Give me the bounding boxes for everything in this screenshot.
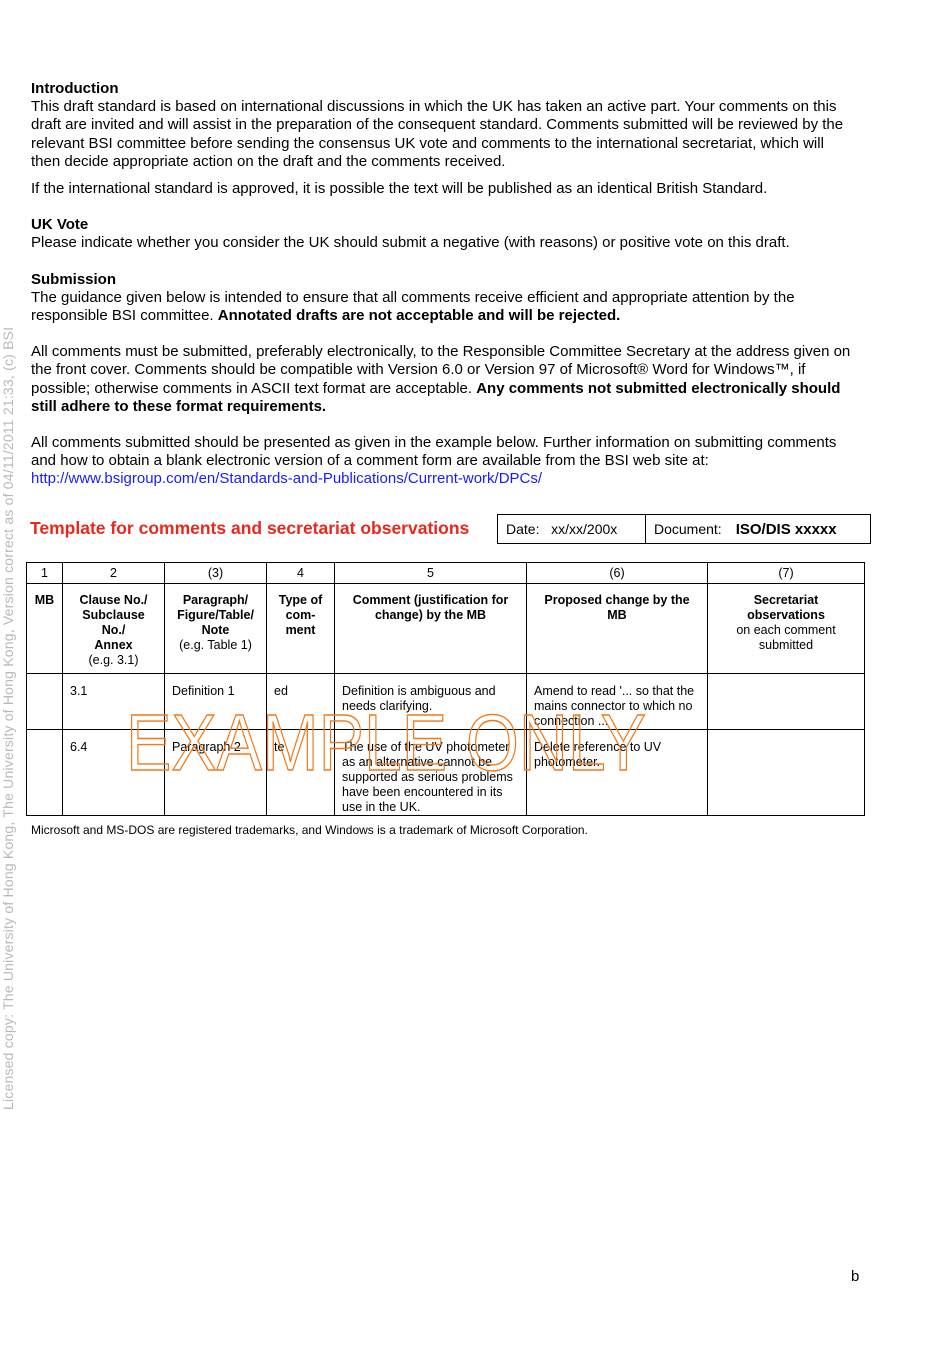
header-comment-text: Comment (justification for change) by the MB [352, 593, 509, 622]
header-paragraph [165, 584, 267, 674]
row2-mb [27, 730, 63, 816]
header-row [27, 584, 865, 674]
submission-paragraph-2-text: All comments must be submitted, preferably electronically, to the Responsible Committee Secretary at the address given on the front cover. Comments should be compatible with Version 6.0 or Version 97 of Microsoft® Word for Windows™, if possible; otherwise comments in ASCII text format are acceptable. [31, 343, 851, 397]
row1-paragraph: Definition 1 [165, 674, 267, 730]
comments-table [26, 562, 865, 816]
format-requirement-note: Any comments not submitted electronically should still adhere to these format requirements. [31, 379, 841, 415]
header-comment [335, 584, 527, 674]
document-value: ISO/DIS xxxxx [735, 520, 837, 538]
row1-proposed: Amend to read '... so that the mains connector to which no connection ... [527, 674, 708, 730]
watermark-text: Licensed copy: The University of Hong Kong, The University of Hong Kong, Version correct as of 04/11/2011 21:33, (c) BSI [0, 326, 16, 1110]
header-proposed [527, 584, 708, 674]
header-type-line3: ment [285, 623, 316, 637]
row2-proposed: Delete reference to UV photometer. [527, 730, 708, 816]
row1-observations [708, 674, 865, 730]
date-label: Date: [506, 521, 540, 537]
header-type-line1: Type of [278, 593, 323, 607]
submission-paragraph-1-text: The guidance given below is intended to ensure that all comments receive efficient and appropriate attention by the responsible BSI committee. [31, 288, 795, 325]
page-number: b [851, 1268, 860, 1285]
column-number-row [27, 563, 865, 584]
header-secretariat-note1: on each comment [736, 623, 836, 637]
date-value: xx/xx/200x [551, 521, 618, 537]
header-type [267, 584, 335, 674]
trademark-footnote: Microsoft and MS-DOS are registered trademarks, and Windows is a trademark of Microsoft Corporation. [31, 823, 588, 837]
col-number-7: (7) [708, 563, 865, 584]
row2-type: te [267, 730, 335, 816]
introduction-paragraph-2: If the international standard is approved, it is possible the text will be published as an identical British Standard. [31, 180, 768, 198]
document-cell [646, 515, 870, 543]
col-number-2: 2 [63, 563, 165, 584]
rejection-warning: Annotated drafts are not acceptable and will be rejected. [217, 307, 621, 325]
introduction-heading: Introduction [31, 80, 119, 97]
submission-heading: Submission [31, 270, 117, 288]
header-secretariat-line2: observations [747, 608, 825, 622]
col-number-1: 1 [27, 563, 63, 584]
col-number-3: (3) [165, 563, 267, 584]
table-row [27, 674, 865, 730]
submission-paragraph-2 [31, 343, 851, 416]
header-secretariat-line1: Secretariat [753, 593, 819, 607]
header-clause-line4: Annex [94, 638, 133, 652]
document-label: Document: [654, 521, 722, 537]
header-secretariat [708, 584, 865, 674]
row2-observations [708, 730, 865, 816]
col-number-5: 5 [335, 563, 527, 584]
header-paragraph-note: (e.g. Table 1) [179, 638, 252, 652]
row1-comment: Definition is ambiguous and needs clarifying. [335, 674, 527, 730]
header-clause-note: (e.g. 3.1) [88, 653, 139, 667]
header-paragraph-line2: Figure/Table/ [177, 608, 254, 622]
header-mb: MB [27, 584, 63, 674]
table-row [27, 730, 865, 816]
row1-clause: 3.1 [63, 674, 165, 730]
col-number-4: 4 [267, 563, 335, 584]
row1-type: ed [267, 674, 335, 730]
template-title: Template for comments and secretariat observations [30, 518, 470, 538]
row1-mb [27, 674, 63, 730]
licensed-copy-watermark [0, 326, 20, 1130]
introduction-paragraph-1: This draft standard is based on international discussions in which the UK has taken an active part. Your comments on this draft are invited and will assist in the preparation of the consequent standard. Comments submitted will be reviewed by the relevant BSI committee before sending the consensus UK vote and comments to the international secretariat, which will then decide appropriate action on the draft and the comments received. [31, 98, 844, 170]
submission-paragraph-1 [31, 289, 851, 325]
header-clause [63, 584, 165, 674]
main-content [31, 80, 851, 489]
uk-vote-paragraph: Please indicate whether you consider the UK should submit a negative (with reasons) or positive vote on this draft. [31, 234, 790, 252]
header-clause-line1: Clause No./ [79, 593, 148, 607]
date-cell [498, 515, 646, 543]
example-only-stamp-text: EXAMPLE ONLY [126, 698, 646, 778]
header-type-line2: com- [285, 608, 316, 622]
submission-paragraph-3: All comments submitted should be presented as given in the example below. Further information on submitting comments and how to obtain a blank electronic version of a comment form are available from the BSI web site at: [31, 434, 837, 470]
uk-vote-heading: UK Vote [31, 216, 89, 234]
row2-clause: 6.4 [63, 730, 165, 816]
header-clause-line2: Subclause [82, 608, 145, 622]
header-secretariat-note2: submitted [758, 638, 814, 652]
template-info-box [497, 514, 871, 544]
header-clause-line3: No./ [101, 623, 126, 637]
col-number-6: (6) [527, 563, 708, 584]
header-paragraph-line3: Note [201, 623, 230, 637]
row2-paragraph: Paragraph 2 [165, 730, 267, 816]
header-proposed-text: Proposed change by the MB [544, 593, 690, 622]
row2-comment: The use of the UV photometer as an alternative cannot be supported as serious problems have been encountered in its use in the UK. [335, 730, 527, 816]
bsi-website-link[interactable]: http://www.bsigroup.com/en/Standards-and-Publications/Current-work/DPCs/ [31, 470, 543, 488]
header-paragraph-line1: Paragraph/ [182, 593, 249, 607]
